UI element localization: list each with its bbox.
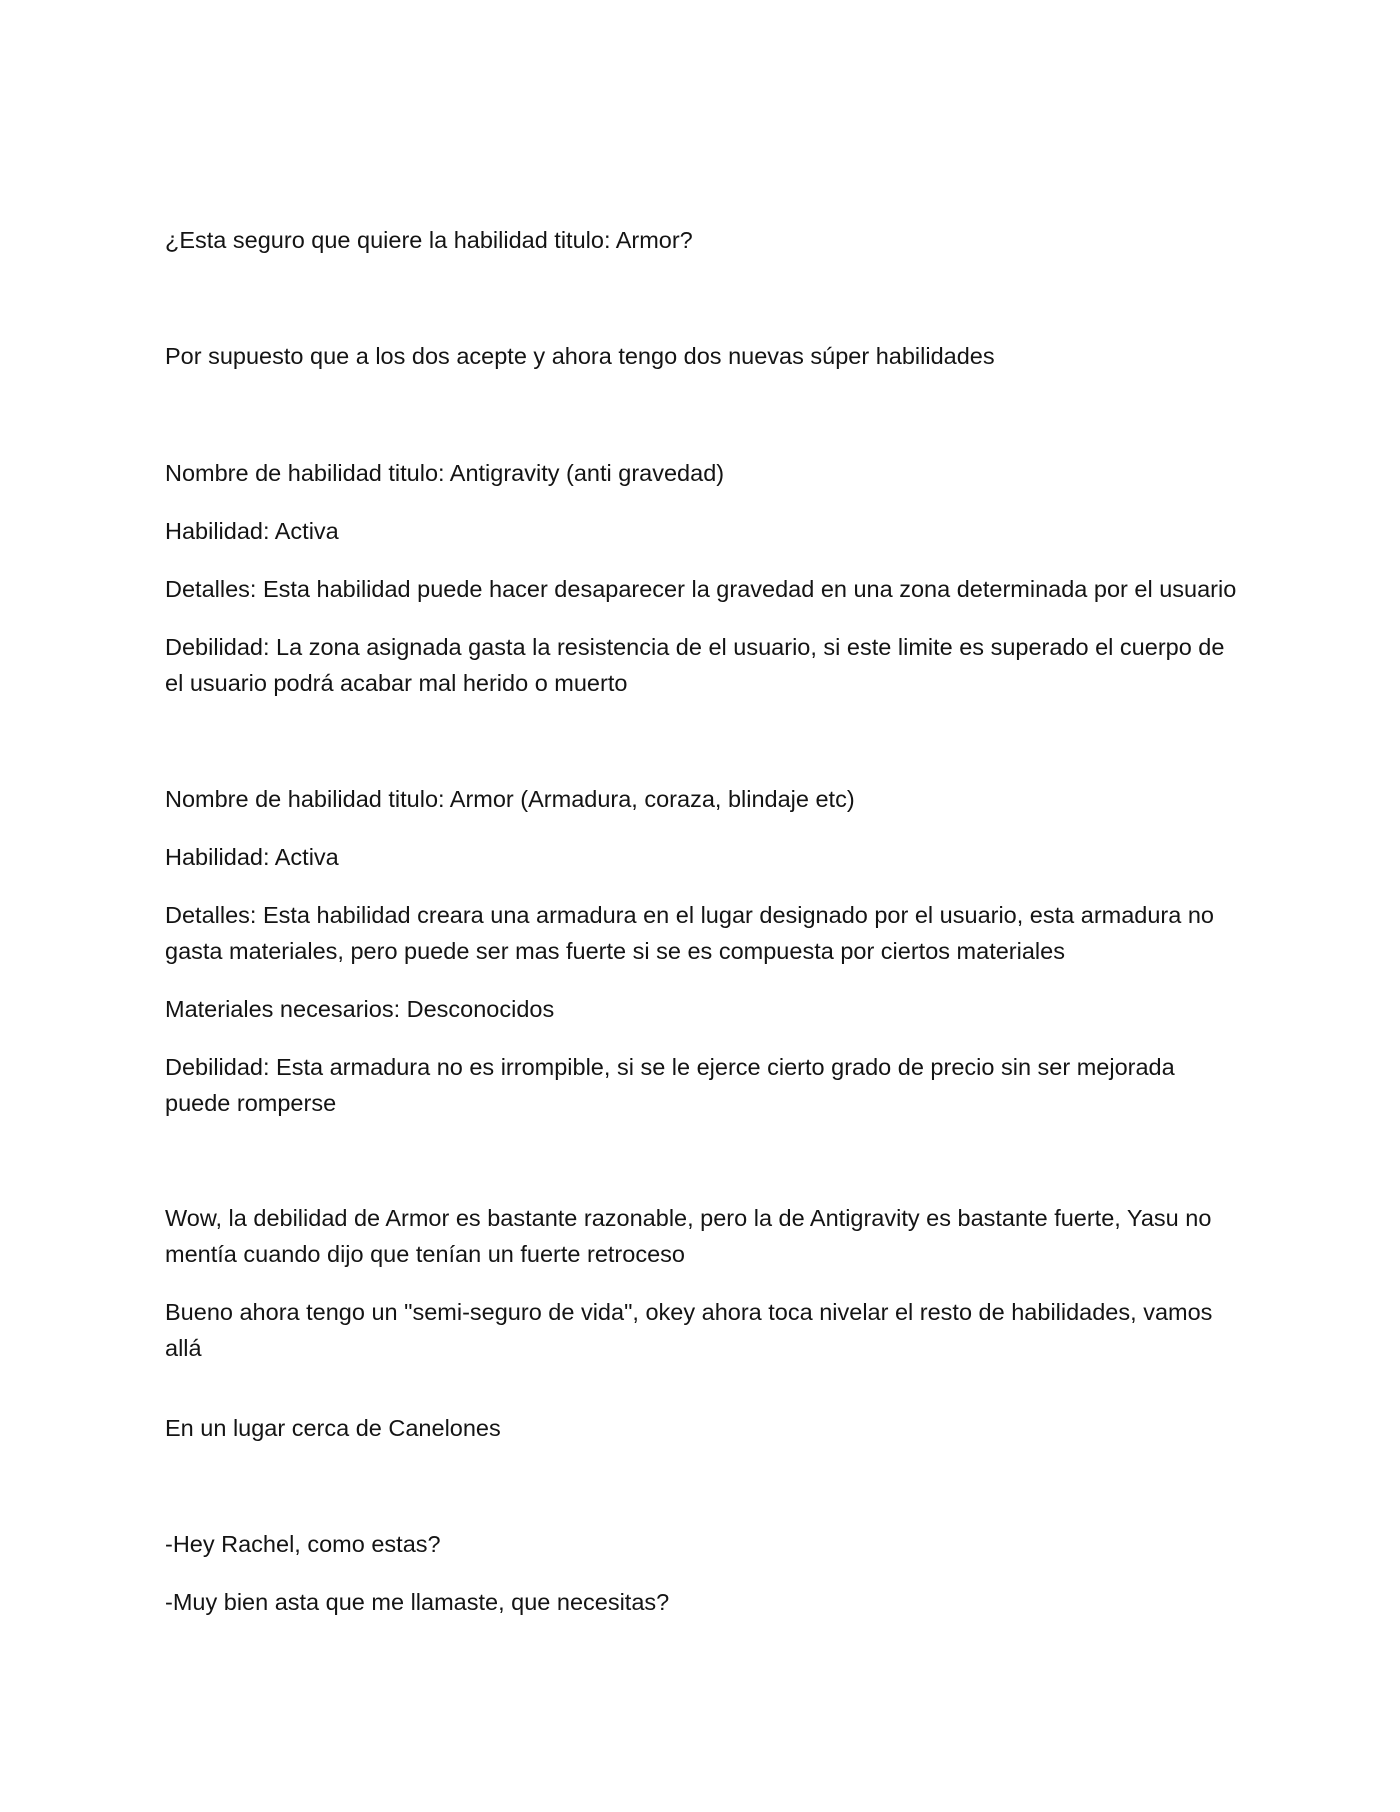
paragraph-life-insurance: Bueno ahora tengo un "semi-seguro de vida", okey ahora toca nivelar el resto de habilidades, vamos allá [165, 1299, 1213, 1361]
paragraph-location: En un lugar cerca de Canelones [165, 1415, 501, 1441]
paragraph-armor-details: Detalles: Esta habilidad creara una armadura en el lugar designado por el usuario, esta armadura no gasta materiales, pero puede ser mas fuerte si se es compuesta por ciertos materiales [165, 902, 1214, 964]
paragraph-antigravity-details: Detalles: Esta habilidad puede hacer desaparecer la gravedad en una zona determinada por el usuario [165, 576, 1237, 602]
paragraph-armor-weakness: Debilidad: Esta armadura no es irrompible, si se le ejerce cierto grado de precio sin ser mejorada puede romperse [165, 1054, 1175, 1116]
paragraph-armor-name: Nombre de habilidad titulo: Armor (Armadura, coraza, blindaje etc) [165, 786, 855, 812]
paragraph-dialogue-reply: -Muy bien asta que me llamaste, que necesitas? [165, 1589, 670, 1615]
paragraph-dialogue-hey-rachel: -Hey Rachel, como estas? [165, 1531, 441, 1557]
paragraph-antigravity-weakness: Debilidad: La zona asignada gasta la resistencia de el usuario, si este limite es superado el cuerpo de el usuario podrá acabar mal herido o muerto [165, 634, 1225, 696]
paragraph-antigravity-name: Nombre de habilidad titulo: Antigravity (anti gravedad) [165, 460, 725, 486]
paragraph-antigravity-type: Habilidad: Activa [165, 518, 339, 544]
paragraph-armor-type: Habilidad: Activa [165, 844, 339, 870]
paragraph-question-armor: ¿Esta seguro que quiere la habilidad titulo: Armor? [165, 227, 693, 253]
paragraph-accepted-abilities: Por supuesto que a los dos acepte y ahora tengo dos nuevas súper habilidades [165, 343, 995, 369]
paragraph-wow-reflection: Wow, la debilidad de Armor es bastante razonable, pero la de Antigravity es bastante fuerte, Yasu no mentía cuando dijo que tenían un fuerte retroceso [165, 1205, 1212, 1267]
paragraph-armor-materials: Materiales necesarios: Desconocidos [165, 996, 555, 1022]
